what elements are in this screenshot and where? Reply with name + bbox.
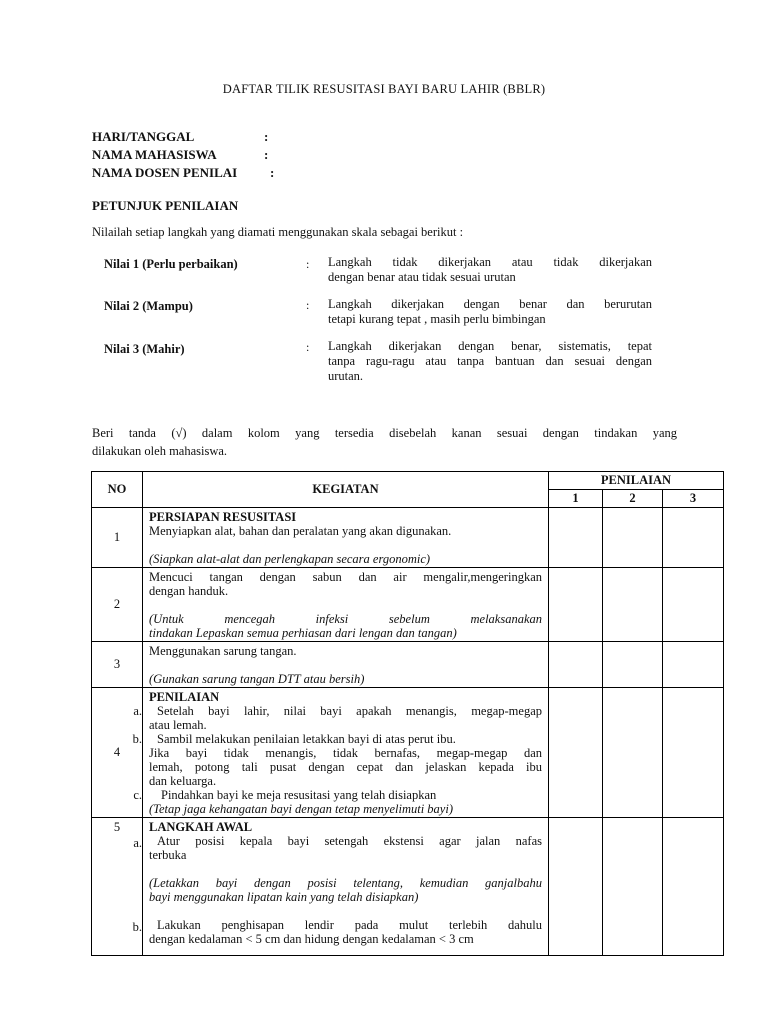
score-cell-2[interactable]: [603, 642, 663, 688]
score-cell-3[interactable]: [663, 568, 724, 642]
score-cell-2[interactable]: [603, 568, 663, 642]
table-row: [92, 688, 724, 818]
field-label: NAMA MAHASISWA: [92, 147, 217, 162]
score-cell-1[interactable]: [549, 688, 603, 818]
activity-text: dengan kedalaman < 5 cm dan hidung dengan kedalaman < 3 cm: [149, 932, 474, 946]
score-cell-3[interactable]: [663, 642, 724, 688]
score-cell-2[interactable]: [603, 508, 663, 568]
row-number: 3: [92, 642, 143, 688]
activity-text: Menyiapkan alat, bahan dan peralatan yang akan digunakan.: [149, 524, 452, 538]
activity-note: (Siapkan alat-alat dan perlengkapan secara ergonomic): [149, 552, 431, 566]
activity-text: Pindahkan bayi ke meja resusitasi yang telah disiapkan: [161, 788, 437, 802]
field-nama-mahasiswa: [92, 147, 268, 163]
score-cell-1[interactable]: [549, 508, 603, 568]
activity-note: (Letakkan bayi dengan posisi telentang, kemudian ganjalbahu: [149, 876, 542, 890]
table-row: [92, 642, 724, 688]
scale-label-2: Nilai 2 (Mampu): [104, 299, 193, 313]
activity-text: Sambil melakukan penilaian letakkan bayi di atas perut ibu.: [157, 732, 456, 746]
activity-text: dengan handuk.: [149, 584, 229, 598]
scale-description-2: [328, 297, 652, 327]
section-heading: PENILAIAN: [149, 690, 220, 704]
row-kegiatan: [143, 688, 549, 818]
item-marker: a.: [133, 704, 142, 718]
score-cell-2[interactable]: [603, 818, 663, 956]
scale-separator: :: [306, 257, 310, 271]
row-number: 2: [92, 568, 143, 642]
section-heading: LANGKAH AWAL: [149, 820, 253, 834]
field-hari-tanggal: [92, 129, 268, 145]
activity-note: (Untuk mencegah infeksi sebelum melaksanakan: [149, 612, 542, 626]
activity-note: tindakan Lepaskan semua perhiasan dari lengan dan tangan): [149, 626, 457, 640]
scale-description-1: [328, 255, 652, 285]
activity-text: Setelah bayi lahir, nilai bayi apakah menangis, megap-megap: [157, 704, 542, 718]
row-kegiatan: [143, 568, 549, 642]
activity-text: Jika bayi tidak menangis, tidak bernafas, megap-megap dan: [149, 746, 542, 760]
activity-text: atau lemah.: [149, 718, 207, 732]
scale-line: Langkah dikerjakan dengan benar, sistematis, tepat: [328, 339, 652, 353]
activity-text: terbuka: [149, 848, 187, 862]
scale-line: Langkah dikerjakan dengan benar dan berurutan: [328, 297, 652, 311]
field-nama-dosen: [92, 165, 274, 181]
row-number-value: 4: [113, 745, 121, 759]
row-kegiatan: [143, 642, 549, 688]
activity-text: Atur posisi kepala bayi setengah ekstensi agar jalan nafas: [157, 834, 542, 848]
activity-note: (Gunakan sarung tangan DTT atau bersih): [149, 672, 365, 686]
row-number-value: 5: [113, 820, 121, 834]
header-penilaian: PENILAIAN: [549, 472, 724, 490]
header-score-3: 3: [663, 490, 724, 508]
item-marker: a.: [133, 836, 142, 850]
table-row: [92, 568, 724, 642]
activity-text: Lakukan penghisapan lendir pada mulut terlebih dahulu: [157, 918, 542, 932]
field-label: NAMA DOSEN PENILAI: [92, 165, 238, 180]
table-row: [92, 508, 724, 568]
header-kegiatan: KEGIATAN: [143, 472, 549, 508]
checklist-table: [91, 471, 724, 956]
field-separator: :: [270, 165, 275, 180]
header-score-2: 2: [603, 490, 663, 508]
header-score-1: 1: [549, 490, 603, 508]
scale-line: urutan.: [328, 369, 364, 383]
instruction-line: dilakukan oleh mahasiswa.: [92, 444, 228, 458]
score-cell-2[interactable]: [603, 688, 663, 818]
item-marker: c.: [133, 788, 142, 802]
scale-separator: :: [306, 298, 310, 312]
field-label: HARI/TANGGAL: [92, 129, 195, 144]
scale-label-1: Nilai 1 (Perlu perbaikan): [104, 257, 238, 271]
activity-text: dan keluarga.: [149, 774, 217, 788]
intro-text: Nilailah setiap langkah yang diamati menggunakan skala sebagai berikut :: [92, 225, 464, 239]
document-title: DAFTAR TILIK RESUSITASI BAYI BARU LAHIR (BBLR): [222, 82, 546, 96]
score-cell-3[interactable]: [663, 688, 724, 818]
row-kegiatan: [143, 508, 549, 568]
row-number: [92, 818, 143, 956]
scale-separator: :: [306, 340, 310, 354]
scale-line: tetapi kurang tepat , masih perlu bimbingan: [328, 312, 546, 326]
activity-note: (Tetap jaga kehangatan bayi dengan tetap menyelimuti bayi): [149, 802, 453, 816]
row-number: [92, 688, 143, 818]
score-cell-1[interactable]: [549, 818, 603, 956]
scale-description-3: [328, 339, 652, 384]
instruction-text: [92, 424, 677, 460]
score-cell-1[interactable]: [549, 642, 603, 688]
activity-note: bayi menggunakan lipatan kain yang telah disiapkan): [149, 890, 419, 904]
scale-line: dengan benar atau tidak sesuai urutan: [328, 270, 516, 284]
petunjuk-heading: PETUNJUK PENILAIAN: [92, 198, 239, 213]
header-no: NO: [92, 472, 143, 508]
field-separator: :: [264, 147, 269, 162]
activity-text: Menggunakan sarung tangan.: [149, 644, 297, 658]
row-number: 1: [92, 508, 143, 568]
item-marker: b.: [132, 732, 142, 746]
instruction-line: Beri tanda (√) dalam kolom yang tersedia disebelah kanan sesuai dengan tindakan yang: [92, 426, 677, 440]
scale-line: tanpa ragu-ragu atau tanpa bantuan dan sesuai dengan: [328, 354, 652, 368]
activity-text: lemah, potong tali pusat dengan cepat dan jelaskan kepada ibu: [149, 760, 542, 774]
section-heading: PERSIAPAN RESUSITASI: [149, 510, 297, 524]
scale-label-3: Nilai 3 (Mahir): [104, 342, 185, 356]
row-kegiatan: [143, 818, 549, 956]
score-cell-1[interactable]: [549, 568, 603, 642]
score-cell-3[interactable]: [663, 818, 724, 956]
item-marker: b.: [132, 920, 142, 934]
field-separator: :: [264, 129, 269, 144]
activity-text: Mencuci tangan dengan sabun dan air mengalir,mengeringkan: [149, 570, 542, 584]
score-cell-3[interactable]: [663, 508, 724, 568]
scale-line: Langkah tidak dikerjakan atau tidak dikerjakan: [328, 255, 652, 269]
table-row: [92, 818, 724, 956]
